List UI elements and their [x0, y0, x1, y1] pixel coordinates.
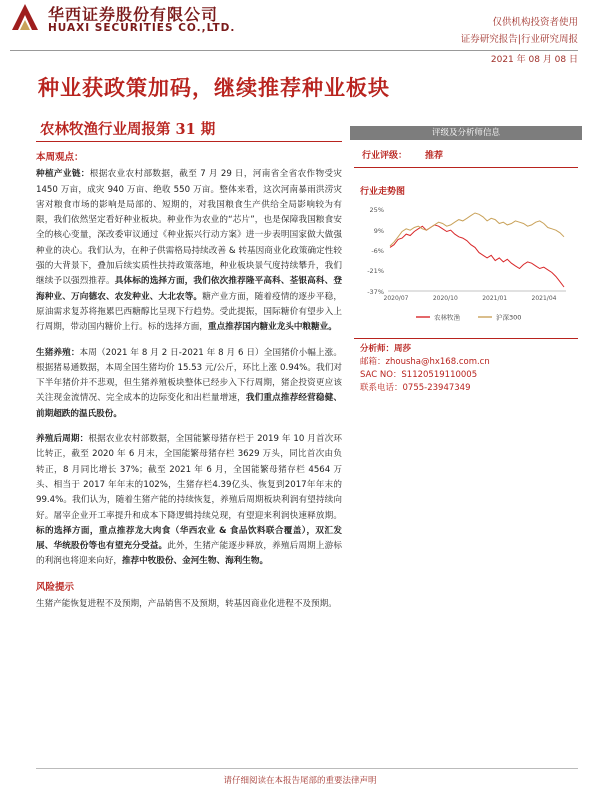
audience-note: 仅供机构投资者使用	[492, 17, 578, 28]
legend-label-1: 农林牧渔	[434, 313, 460, 322]
text-planting-b: 具体标的选择方面，我们依次推荐隆平高科、荃银高科、登海种业、万向德农、农发种业、大北农等。	[36, 276, 342, 302]
lead-hog: 生猪养殖：	[36, 347, 80, 358]
report-body	[36, 150, 342, 622]
sac-row	[360, 369, 582, 382]
report-subtitle: 农林牧渔行业周报第 31 期	[40, 121, 216, 138]
series-line-1	[390, 225, 564, 287]
chart-divider	[354, 338, 578, 339]
lead-planting: 种植产业链：	[36, 169, 90, 180]
lead-post-cycle: 养殖后周期：	[36, 434, 89, 445]
sac-value: S1120519110005	[401, 370, 478, 380]
rating-label: 行业评级：	[362, 151, 408, 161]
text-planting-c: 糖产业方面，随着疫情的逐步平稳，原油需求复苏将拖累巴西糖醇比呈现下行趋势。受此提振，国际糖价有望步入上行周期，带动国内糖价上行。标的选择方面，	[36, 291, 342, 333]
series-line-2	[390, 213, 564, 246]
x-tick-label: 2020/10	[432, 295, 458, 302]
paragraph-planting	[36, 167, 342, 335]
text-planting-d: 重点推荐国内糖业龙头中粮糖业。	[207, 322, 337, 333]
header-divider	[10, 50, 578, 51]
trend-chart	[354, 201, 574, 331]
phone-row	[360, 382, 582, 395]
analyst-row	[360, 343, 582, 356]
phone-value: 0755-23947349	[402, 383, 471, 393]
paragraph-risk: 生猪产能恢复进程不及预期，产品销售不及预期，转基因商业化进程不及预期。	[36, 599, 337, 610]
text-post-cycle-d: 推荐中牧股份、金河生物、海利生物。	[121, 556, 269, 567]
section-title-risk: 风险提示	[36, 581, 75, 593]
y-tick-label: -21%	[367, 266, 384, 275]
text-hog-a: 本周（2021 年 8 月 2 日-2021 年 8 月 6 日）全国猪价小幅上涨。根据猪易通数据，本周全国生猪均价 15.53 元/公斤，环比上涨 0.94%。我们对下半年猪价并不悲观，但生猪养殖板块整体已经步入下行周期，猪企投资更应该关注现金流情况、完全成本的边际变化和出栏量增速，	[36, 347, 342, 404]
company-name-en: HUAXI SECURITIES CO.,LTD.	[48, 22, 236, 34]
company-logo	[10, 2, 260, 38]
subtitle-divider	[36, 141, 342, 142]
y-tick-label: -37%	[367, 288, 384, 296]
analyst-name: 周莎	[394, 344, 412, 354]
text-planting-a: 根据农业农村部数据，截至 7 月 29 日，河南省全省农作物受灾 1450 万亩，成灾 940 万亩、绝收 550 万亩。整体来看，这次河南暴雨洪涝灾害对粮食市场的影响是局部的、短期的，对我国粮食生产供给全局影响较为有限，我们依然坚定看好种业板块。种业作为农业的“芯片”，也是保障我国粮食安全的核心变量，深改委审议通过《种业振兴行动方案》进一步表明国家做大做强种业的决心。我们认为，在种子供需格局持续改善 & 转基因商业化政策确定性较强的大背景下，叠加后续实质性扶持政策落地，种业板块景气度持续攀升，我们继续予以强烈推荐。	[36, 169, 342, 287]
text-post-cycle-b: 标的选择方面，重点推荐龙大肉食（华西农业 & 食品饮料联合覆盖），双汇发展、华统股份等也有望充分受益。	[36, 525, 342, 552]
rating-row	[350, 148, 582, 164]
report-title: 种业获政策加码，继续推荐种业板块	[38, 75, 390, 100]
analyst-info	[350, 343, 582, 395]
section-title-views: 本周观点：	[36, 152, 84, 163]
header-info	[461, 14, 578, 48]
huaxi-logo-icon	[10, 2, 40, 32]
report-category: 证券研究报告|行业研究周报	[460, 34, 578, 45]
text-post-cycle-c: 此外，生猪产能逐步释放，养殖后周期上游标的利润也将迎来向好，	[36, 541, 342, 567]
footer-divider	[36, 768, 578, 769]
sidebar-header: 评级及分析师信息	[350, 126, 582, 140]
sidebar	[350, 126, 582, 395]
x-tick-label: 2020/07	[383, 295, 409, 302]
y-tick-label: -6%	[371, 247, 384, 255]
x-tick-label: 2021/01	[482, 295, 508, 302]
trend-chart-title: 行业走势图	[360, 187, 406, 197]
email-value[interactable]: zhousha@hx168.com.cn	[385, 357, 490, 367]
x-tick-label: 2021/04	[531, 295, 557, 302]
rating-divider	[354, 167, 578, 168]
text-post-cycle-a: 根据农业农村部数据，全国能繁母猪存栏于 2019 年 10 月首次环比转正，截至 2020 年 6 月末，全国能繁母猪存栏 3629 万头，同比首次由负转正，8 月同比增长 37%；截至 2021 年 6 月，全国能繁母猪存栏 4564 万头、相当于 2017 年年末的102%，生猪存栏4.39亿头、恢复到2017年年末的99.4%。我们认为，随着生猪产能的持续恢复，养殖后周期板块利润有望持续向好。屠宰企业开工率提升和成本下降逻辑持续兑现，有望迎来利润快速释放期。	[36, 434, 342, 521]
rating-value: 推荐	[425, 151, 444, 161]
email-label: 邮箱：	[360, 357, 386, 367]
y-tick-label: 25%	[369, 206, 384, 214]
sac-label: SAC NO：	[360, 370, 402, 380]
text-hog-b: 我们重点推荐经营稳健、前期超跌的温氏股份。	[36, 393, 342, 419]
phone-label: 联系电话：	[360, 383, 403, 393]
y-tick-label: 9%	[373, 227, 384, 236]
footer-disclaimer: 请仔细阅读在本报告尾部的重要法律声明	[223, 776, 377, 786]
analyst-label: 分析师：	[360, 344, 395, 354]
report-date: 2021 年 08 月 08 日	[490, 55, 578, 65]
email-row	[360, 356, 582, 369]
legend-label-2: 沪深300	[496, 313, 522, 322]
company-name-cn: 华西证券股份有限公司	[48, 5, 219, 24]
paragraph-hog	[36, 346, 342, 422]
paragraph-post-cycle	[36, 432, 342, 570]
